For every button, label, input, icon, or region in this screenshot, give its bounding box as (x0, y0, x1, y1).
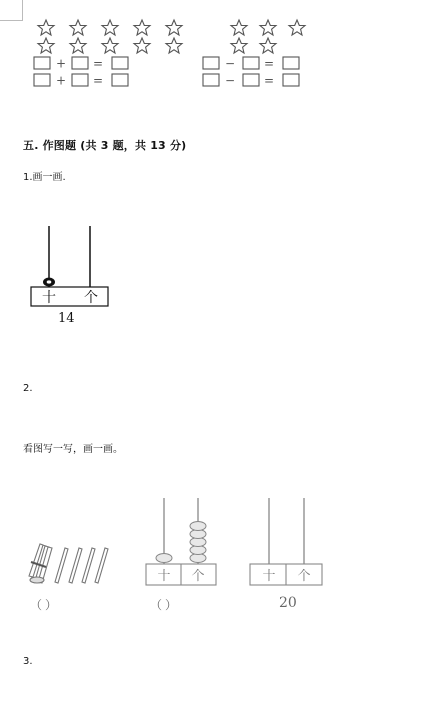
stars-right-row2 (231, 38, 276, 53)
answer-blank-2: （ ） (150, 598, 178, 612)
stick-bundle (29, 544, 52, 583)
question-3-label: 3. (23, 656, 33, 667)
equals-sign: = (264, 73, 275, 88)
question-2-instruction: 看图写一写，画一画。 (23, 444, 123, 455)
empty-abacus-20 (244, 494, 326, 589)
section-title: 五. 作图题 (共 3 题，共 13 分) (23, 139, 187, 152)
ones-label: 个 (191, 569, 205, 584)
ones-beads (190, 522, 206, 563)
tens-label: 十 (262, 569, 276, 584)
subtraction-equation-1 (203, 57, 299, 71)
number-14: 14 (58, 311, 75, 326)
abacus-with-beads (140, 494, 220, 589)
addition-equation-1 (34, 57, 128, 71)
subtraction-equation-2 (203, 74, 299, 88)
number-20: 20 (279, 595, 297, 611)
abacus-14 (25, 220, 120, 310)
equals-sign: = (93, 56, 104, 71)
answer-blank-1: （ ） (30, 598, 58, 612)
minus-sign: − (225, 56, 236, 71)
tens-label: 十 (157, 569, 171, 584)
plus-sign: + (56, 56, 67, 71)
stars-left-row2 (38, 38, 182, 53)
addition-equation-2 (34, 74, 128, 88)
ones-label: 个 (297, 569, 311, 584)
equals-sign: = (264, 56, 275, 71)
tens-bead (156, 554, 172, 563)
tens-label: 十 (42, 290, 56, 306)
plus-sign: + (56, 73, 67, 88)
sticks-bundle-figure (25, 540, 110, 588)
star-exercise-figure (0, 0, 435, 100)
ones-label: 个 (84, 290, 98, 306)
single-sticks (55, 548, 108, 583)
minus-sign: − (225, 73, 236, 88)
stars-left-row1 (38, 20, 182, 35)
question-2-label: 2. (23, 383, 33, 394)
equals-sign: = (93, 73, 104, 88)
stars-right-row1 (231, 20, 305, 35)
question-1-label: 1.画一画. (23, 172, 66, 183)
